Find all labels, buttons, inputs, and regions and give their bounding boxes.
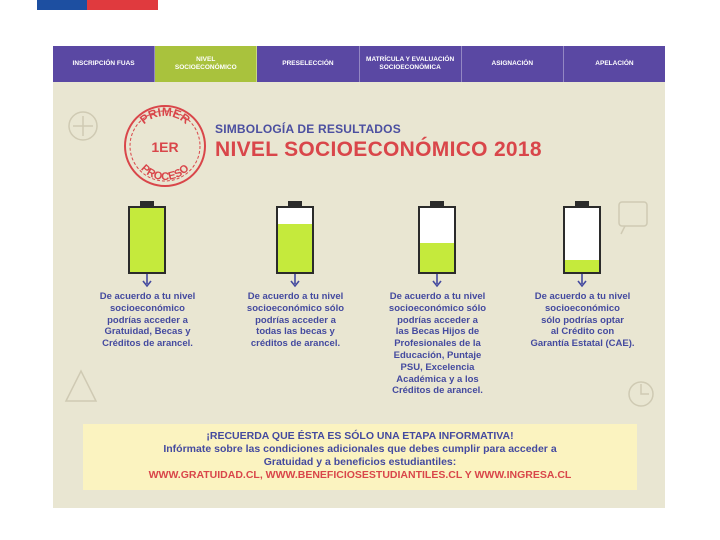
- page-title: NIVEL SOCIOECONÓMICO 2018: [215, 138, 542, 161]
- doodle-icon: [623, 376, 659, 412]
- battery-level-2: [276, 201, 314, 274]
- results-subtitle: SIMBOLOGÍA DE RESULTADOS: [215, 122, 401, 136]
- battery-level-3: [418, 201, 456, 274]
- level-4-description: De acuerdo a tu nivel socioeconómico sólo podrías optar al Crédito con Garantía Estatal (CAE).: [530, 291, 635, 350]
- flag-red-stripe: [87, 0, 158, 10]
- battery-body: [128, 206, 166, 274]
- battery-body: [563, 206, 601, 274]
- nav-item-matricula[interactable]: [360, 46, 462, 82]
- battery-level-4: [563, 201, 601, 274]
- nav-item-inscripcion[interactable]: [53, 46, 155, 82]
- battery-fill: [565, 260, 599, 272]
- arrow-down-icon: [290, 274, 300, 288]
- arrow-down-icon: [432, 274, 442, 288]
- process-nav: [53, 46, 665, 82]
- arrow-down-icon: [577, 274, 587, 288]
- battery-body: [418, 206, 456, 274]
- slide: [53, 46, 665, 508]
- stamp-line3: PROCESO: [138, 162, 192, 184]
- battery-level-1: [128, 201, 166, 274]
- primer-proceso-stamp: [121, 102, 209, 190]
- nav-label: INSCRIPCIÓN FUAS: [72, 60, 135, 67]
- level-3-description: De acuerdo a tu nivel socioeconómico sólo podrías acceder a las Becas Hijos de Profesionales de la Educación, Puntaje PSU, Excelencia Académica y a los Créditos de arancel.: [388, 291, 487, 397]
- nav-label: MATRÍCULA Y EVALUACIÓN SOCIOECONÓMICA: [366, 56, 455, 71]
- notice-line-3: Gratuidad y a beneficios estudiantiles:: [263, 456, 457, 468]
- nav-item-preseleccion[interactable]: [257, 46, 359, 82]
- level-1-description: De acuerdo a tu nivel socioeconómico podrías acceder a Gratuidad, Becas y Créditos de arancel.: [99, 291, 196, 350]
- nav-label: NIVEL SOCIOECONÓMICO: [174, 56, 237, 71]
- notice-urls[interactable]: WWW.GRATUIDAD.CL, WWW.BENEFICIOSESTUDIANTILES.CL Y WWW.INGRESA.CL: [148, 469, 572, 481]
- doodle-icon: [613, 196, 653, 236]
- level-2-description: De acuerdo a tu nivel socioeconómico sólo podrías acceder a todas las becas y créditos de arancel.: [246, 291, 345, 350]
- notice-headline: ¡RECUERDA QUE ÉSTA ES SÓLO UNA ETAPA INFORMATIVA!: [206, 430, 514, 442]
- doodle-icon: [61, 366, 101, 406]
- flag-bar: [37, 0, 158, 10]
- battery-body: [276, 206, 314, 274]
- notice-line-2: Infórmate sobre las condiciones adicionales que debes cumplir para acceder a: [163, 443, 557, 455]
- battery-fill: [130, 208, 164, 272]
- nav-label: APELACIÓN: [595, 60, 634, 67]
- stamp-line2: 1ER: [151, 139, 179, 155]
- nav-item-asignacion[interactable]: [462, 46, 564, 82]
- doodle-icon: [63, 106, 103, 146]
- nav-item-apelacion[interactable]: [564, 46, 665, 82]
- nav-label: ASIGNACIÓN: [491, 60, 534, 67]
- battery-fill: [278, 224, 312, 272]
- arrow-down-icon: [142, 274, 152, 288]
- battery-fill: [420, 243, 454, 272]
- nav-item-nivel-socioeconomico[interactable]: [155, 46, 257, 82]
- flag-blue-stripe: [37, 0, 87, 10]
- notice-box: [83, 424, 637, 490]
- stamp-line1: PRIMER: [137, 104, 193, 127]
- nav-label: PRESELECCIÓN: [282, 60, 334, 67]
